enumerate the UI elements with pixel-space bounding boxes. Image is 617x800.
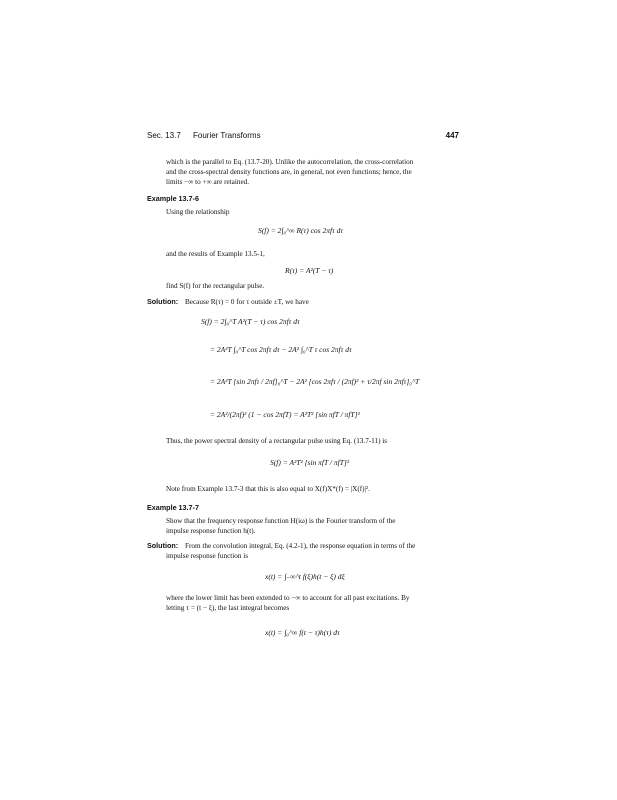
text-line: which is the parallel to Eq. (13.7-20). Unlike the autocorrelation, the cross-correlation (166, 158, 414, 166)
results-text: and the results of Example 13.5-1, (166, 250, 265, 258)
solution-text (166, 593, 460, 613)
text-line: where the lower limit has been extended to −∞ to account for all past excitations. By (166, 594, 410, 602)
solution-label: Solution: (147, 541, 179, 550)
text-line: Show that the frequency response function H(iω) is the Fourier transform of the (166, 517, 396, 525)
equation-step-2: = 2A²T ∫₀^T cos 2πfτ dτ − 2A² ∫₀^T τ cos 2πfτ dτ (210, 345, 352, 354)
thus-text: Thus, the power spectral density of a rectangular pulse using Eq. (13.7-11) is (166, 437, 388, 445)
example-intro: Using the relationship (166, 208, 230, 216)
find-text: find S(f) for the rectangular pulse. (166, 282, 265, 290)
equation-step-1: S(f) = 2∫₀^T A²(T − τ) cos 2πfτ dτ (201, 317, 300, 326)
equation-convolution: x(t) = ∫₋∞^t f(ξ)h(t − ξ) dξ (265, 572, 345, 581)
text-line: limits −∞ to +∞ are retained. (166, 178, 250, 186)
text-line: impulse response function h(t). (166, 527, 256, 535)
equation-step-4: = 2A²/(2πf)² (1 − cos 2πfT) = A²T² [sin πfT / πfT]² (210, 410, 360, 419)
page-number: 447 (445, 131, 459, 140)
text-line: letting τ = (t − ξ), the last integral becomes (166, 604, 290, 612)
solution-text: From the convolution integral, Eq. (4.2-1), the response equation in terms of the (185, 542, 416, 550)
chapter-title: Fourier Transforms (193, 131, 261, 140)
note-text: Note from Example 13.7-3 that this is also equal to X(f)X*(f) = |X(f)|². (166, 485, 370, 493)
equation-power-spectral-density: S(f) = A²T² [sin πfT / πfT]² (270, 458, 350, 467)
equation-autocorrelation: R(τ) = A²(T − τ) (285, 266, 334, 275)
section-label: Sec. 13.7 (147, 131, 181, 140)
paragraph-cross-correlation (166, 157, 460, 187)
solution-text: impulse response function is (166, 552, 249, 560)
equation-spectral-density: S(f) = 2∫₀^∞ R(τ) cos 2πfτ dτ (258, 226, 344, 235)
equation-step-3: = 2A²T [sin 2πfτ / 2πf]₀^T − 2A² [cos 2πfτ / (2πf)² + τ/2πf sin 2πfτ]₀^T (210, 377, 420, 386)
solution-text: Because R(τ) = 0 for τ outside ±T, we have (185, 298, 309, 306)
example-heading: Example 13.7-6 (147, 194, 199, 203)
example-text (166, 516, 460, 536)
solution-label: Solution: (147, 297, 179, 306)
example-heading: Example 13.7-7 (147, 503, 199, 512)
text-line: and the cross-spectral density functions are, in general, not even functions; hence, the (166, 168, 412, 176)
equation-convolution-shifted: x(t) = ∫₀^∞ f(t − τ)h(τ) dτ (265, 628, 340, 637)
